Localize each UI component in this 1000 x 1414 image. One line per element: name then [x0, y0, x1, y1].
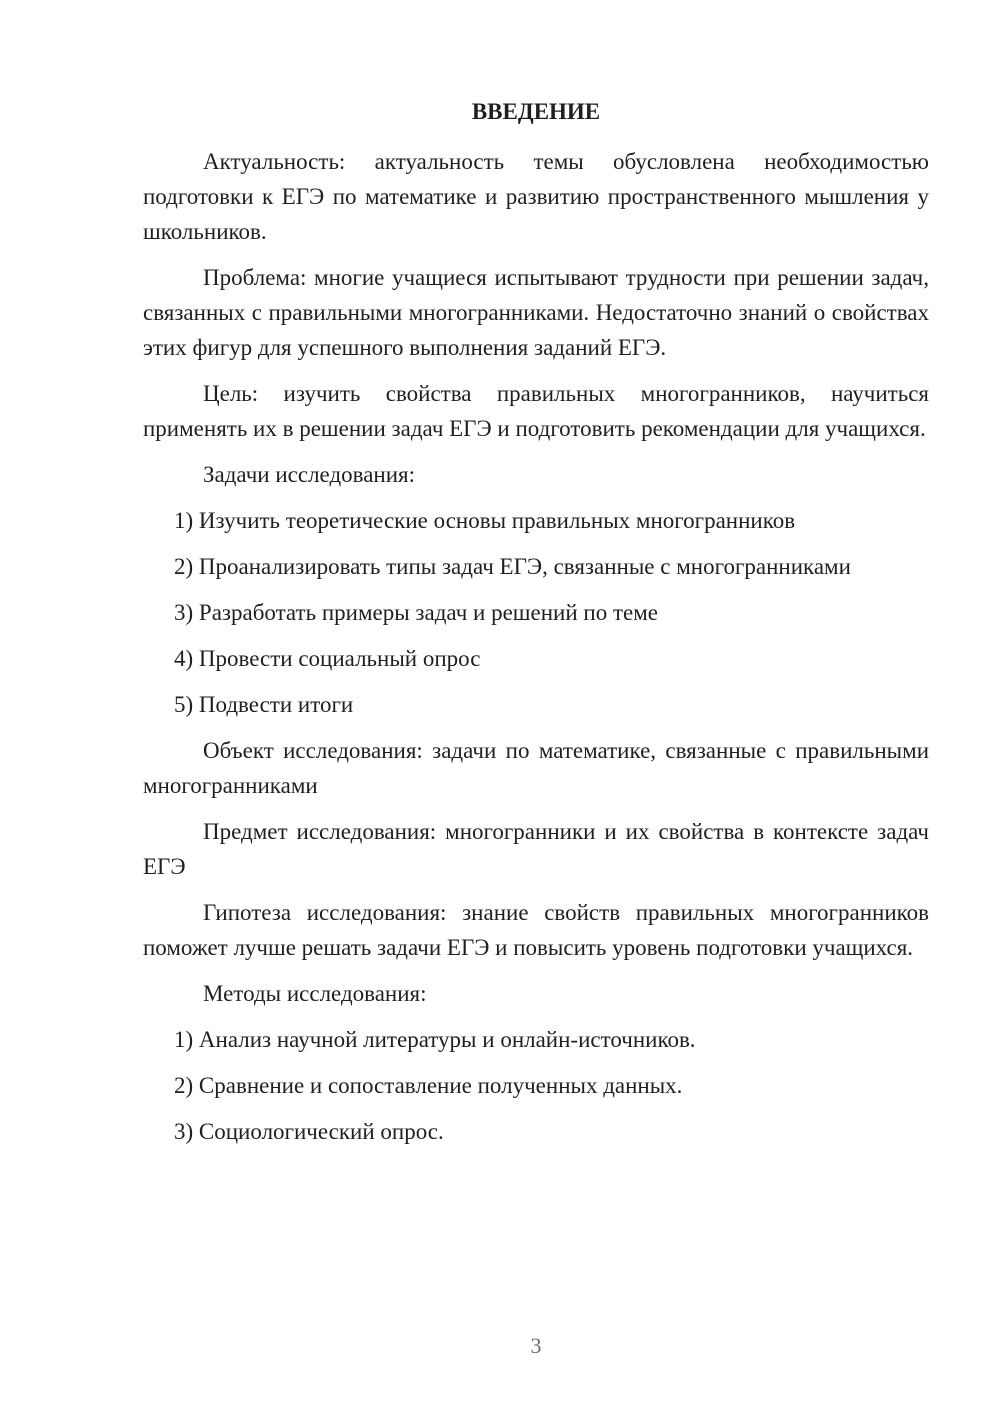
task-item-4: 4) Провести социальный опрос [174, 646, 481, 671]
page-content [143, 94, 929, 1160]
tasks-label: Задачи исследования: [203, 462, 416, 487]
methods-label: Методы исследования: [203, 981, 427, 1006]
method-item-1: 1) Анализ научной литературы и онлайн-источников. [174, 1027, 696, 1052]
hypothesis-paragraph: Гипотеза исследования: знание свойств правильных многогранников поможет лучше решать задачи ЕГЭ и повысить уровень подготовки учащихся. [143, 900, 929, 960]
object-paragraph: Объект исследования: задачи по математике, связанные с правильными многогранниками [143, 738, 929, 798]
relevance-paragraph: Актуальность: актуальность темы обусловлена необходимостью подготовки к ЕГЭ по математике и развитию пространственного мышления у школьников. [143, 149, 929, 244]
method-item-2: 2) Сравнение и сопоставление полученных данных. [174, 1073, 683, 1098]
task-item-5: 5) Подвести итоги [174, 692, 354, 717]
task-item-1: 1) Изучить теоретические основы правильных многогранников [174, 508, 796, 533]
page-title: ВВЕДЕНИЕ [471, 99, 601, 124]
subject-paragraph: Предмет исследования: многогранники и их свойства в контексте задач ЕГЭ [143, 819, 929, 879]
method-item-3: 3) Социологический опрос. [174, 1119, 444, 1144]
task-item-2: 2) Проанализировать типы задач ЕГЭ, связанные с многогранниками [174, 554, 851, 579]
problem-paragraph: Проблема: многие учащиеся испытывают трудности при решении задач, связанных с правильными многогранниками. Недостаточно знаний о свойствах этих фигур для успешного выполнения заданий ЕГЭ. [143, 265, 929, 360]
goal-paragraph: Цель: изучить свойства правильных многогранников, научиться применять их в решении задач ЕГЭ и подготовить рекомендации для учащихся. [143, 381, 929, 441]
page-number: 3 [530, 1333, 542, 1358]
task-item-3: 3) Разработать примеры задач и решений по теме [174, 600, 658, 625]
